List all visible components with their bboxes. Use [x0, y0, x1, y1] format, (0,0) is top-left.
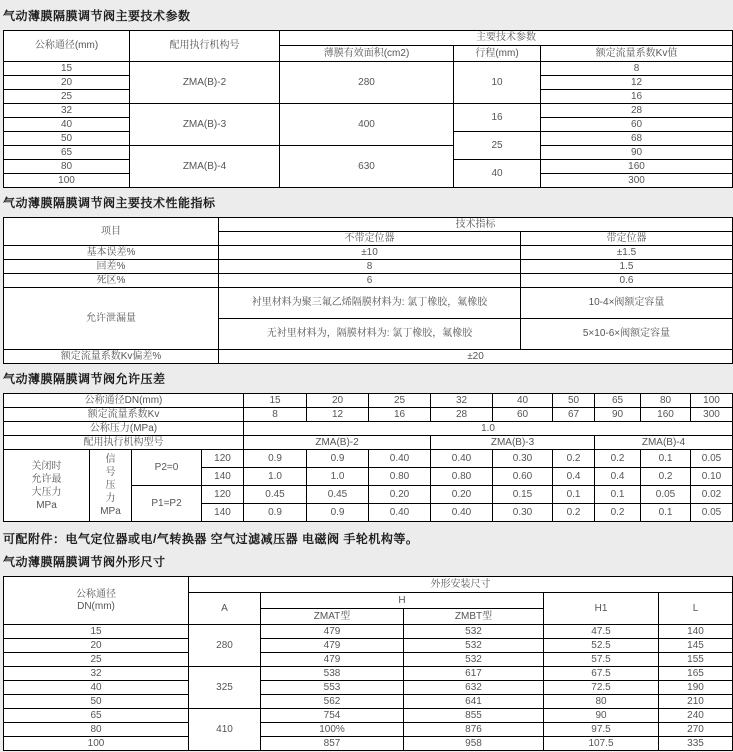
h1-cell: 90: [544, 709, 659, 723]
zmat-cell: 562: [261, 695, 404, 709]
condition-cell: P1=P2: [132, 486, 202, 522]
header-kv: 额定流量系数Kv: [4, 408, 244, 422]
table-row: [4, 639, 733, 653]
value-cell: 0.40: [431, 450, 493, 468]
dn-cell: 100: [4, 737, 189, 751]
a-cell: 280: [189, 625, 261, 667]
h1-cell: 72.5: [544, 681, 659, 695]
leakage-value-cell: 5×10-6×阀额定容量: [521, 319, 733, 350]
value-cell: 0.1: [641, 504, 691, 522]
condition-cell: P2=0: [132, 450, 202, 486]
header-main-params: 主要技术参数: [280, 31, 733, 46]
table-row: [4, 408, 733, 422]
table-row: [4, 104, 733, 118]
header-h: H: [261, 593, 544, 609]
dn-cell: 20: [4, 639, 189, 653]
table-row: [4, 246, 733, 260]
table-row: [4, 260, 733, 274]
h1-cell: 47.5: [544, 625, 659, 639]
value-cell: 0.2: [641, 468, 691, 486]
kv-cell: 12: [307, 408, 369, 422]
dn-cell: 20: [4, 76, 130, 90]
value-cell: 0.6: [521, 274, 733, 288]
dn-cell: 100: [691, 394, 733, 408]
actuator-cell: ZMA(B)-3: [130, 104, 280, 146]
kv-cell: 60: [541, 118, 733, 132]
signal-value-cell: 120: [202, 486, 244, 504]
zmat-cell: 479: [261, 639, 404, 653]
zmat-cell: 479: [261, 653, 404, 667]
kv-cell: 28: [431, 408, 493, 422]
h1-cell: 107.5: [544, 737, 659, 751]
dn-cell: 25: [4, 90, 130, 104]
dn-cell: 50: [4, 695, 189, 709]
table-row: [4, 436, 733, 450]
actuator-cell: ZMA(B)-4: [130, 146, 280, 188]
dn-cell: 80: [641, 394, 691, 408]
value-cell: ±10: [219, 246, 521, 260]
value-cell: 0.4: [595, 468, 641, 486]
value-cell: 0.9: [307, 504, 369, 522]
l-cell: 165: [659, 667, 733, 681]
h1-cell: 80: [544, 695, 659, 709]
section-title-main-parameters: 气动薄膜隔膜调节阀主要技术参数: [3, 9, 191, 23]
table-dimensions: [3, 576, 733, 751]
l-cell: 240: [659, 709, 733, 723]
value-cell: 0.1: [595, 486, 641, 504]
value-cell: 0.30: [493, 450, 553, 468]
dn-cell: 100: [4, 174, 130, 188]
value-cell: 0.2: [553, 504, 595, 522]
zmbt-cell: 632: [404, 681, 544, 695]
value-cell: 0.2: [595, 504, 641, 522]
dn-cell: 65: [595, 394, 641, 408]
signal-value-cell: 120: [202, 450, 244, 468]
dn-cell: 40: [4, 681, 189, 695]
table-row: [4, 625, 733, 639]
item-cell: 死区%: [4, 274, 219, 288]
dn-cell: 40: [4, 118, 130, 132]
kv-cell: 8: [244, 408, 307, 422]
stroke-cell: 40: [454, 160, 541, 188]
value-cell: 0.2: [553, 450, 595, 468]
header-with-positioner: 带定位器: [521, 232, 733, 246]
value-cell: 0.05: [641, 486, 691, 504]
table-row: [4, 681, 733, 695]
table-row: [4, 350, 733, 364]
stroke-cell: 16: [454, 104, 541, 132]
dn-cell: 15: [4, 62, 130, 76]
value-cell: 1.5: [521, 260, 733, 274]
dn-cell: 50: [4, 132, 130, 146]
dn-cell: 65: [4, 146, 130, 160]
value-cell: 1.0: [307, 468, 369, 486]
table-row: [4, 394, 733, 408]
zmbt-cell: 617: [404, 667, 544, 681]
area-cell: 630: [280, 146, 454, 188]
table-row: [4, 62, 733, 76]
header-nominal-pressure: 公称压力(MPa): [4, 422, 244, 436]
value-cell: 0.1: [641, 450, 691, 468]
zmbt-cell: 958: [404, 737, 544, 751]
dn-cell: 32: [4, 667, 189, 681]
table-row: [4, 653, 733, 667]
zmbt-cell: 532: [404, 625, 544, 639]
zmbt-cell: 876: [404, 723, 544, 737]
kv-deviation-value: ±20: [219, 350, 733, 364]
zmat-cell: 754: [261, 709, 404, 723]
header-without-positioner: 不带定位器: [219, 232, 521, 246]
table-row: [4, 695, 733, 709]
value-cell: 1.0: [244, 468, 307, 486]
value-cell: 0.40: [369, 504, 431, 522]
l-cell: 145: [659, 639, 733, 653]
dn-cell: 15: [4, 625, 189, 639]
table-row: [4, 274, 733, 288]
kv-cell: 67: [553, 408, 595, 422]
kv-cell: 28: [541, 104, 733, 118]
dn-cell: 80: [4, 723, 189, 737]
table-row: [4, 422, 733, 436]
value-cell: 0.9: [244, 450, 307, 468]
actuator-cell: ZMA(B)-3: [431, 436, 595, 450]
label-signal-pressure: 信 号 压 力 MPa: [90, 450, 132, 522]
header-zmbt: ZMBT型: [404, 609, 544, 625]
section-title-dimensions: 气动薄膜隔膜调节阀外形尺寸: [3, 555, 166, 569]
value-cell: 0.15: [493, 486, 553, 504]
value-cell: 0.20: [431, 486, 493, 504]
zmbt-cell: 855: [404, 709, 544, 723]
l-cell: 140: [659, 625, 733, 639]
stroke-cell: 25: [454, 132, 541, 160]
value-cell: 0.1: [553, 486, 595, 504]
actuator-cell: ZMA(B)-2: [130, 62, 280, 104]
header-actuator-model: 配用执行机构型号: [4, 436, 244, 450]
actuator-cell: ZMA(B)-2: [244, 436, 431, 450]
l-cell: 270: [659, 723, 733, 737]
header-kv: 额定流量系数Kv值: [541, 46, 733, 62]
value-cell: 6: [219, 274, 521, 288]
leakage-condition-cell: 衬里材料为聚三氟乙烯隔膜材料为: 氯丁橡胶，氟橡胶: [219, 288, 521, 319]
table-row: [4, 450, 733, 468]
l-cell: 335: [659, 737, 733, 751]
header-install-dims: 外形安装尺寸: [189, 577, 733, 593]
header-stroke: 行程(mm): [454, 46, 541, 62]
kv-cell: 90: [541, 146, 733, 160]
value-cell: 0.2: [595, 450, 641, 468]
table-row: [4, 667, 733, 681]
value-cell: 0.05: [691, 450, 733, 468]
zmbt-cell: 641: [404, 695, 544, 709]
table-row: [4, 709, 733, 723]
value-cell: 0.05: [691, 504, 733, 522]
a-cell: 410: [189, 709, 261, 751]
l-cell: 155: [659, 653, 733, 667]
value-cell: 0.80: [431, 468, 493, 486]
table-row: [4, 288, 733, 319]
value-cell: 0.4: [553, 468, 595, 486]
kv-cell: 12: [541, 76, 733, 90]
l-cell: 190: [659, 681, 733, 695]
header-tech-index: 技术指标: [219, 218, 733, 232]
kv-cell: 16: [541, 90, 733, 104]
dn-cell: 20: [307, 394, 369, 408]
value-cell: 0.9: [307, 450, 369, 468]
zmat-cell: 538: [261, 667, 404, 681]
value-cell: 0.80: [369, 468, 431, 486]
area-cell: 400: [280, 104, 454, 146]
signal-value-cell: 140: [202, 504, 244, 522]
zmbt-cell: 532: [404, 653, 544, 667]
value-cell: 0.30: [493, 504, 553, 522]
kv-cell: 160: [641, 408, 691, 422]
value-cell: 0.20: [369, 486, 431, 504]
signal-value-cell: 140: [202, 468, 244, 486]
table-performance: [3, 217, 733, 364]
value-cell: 0.40: [431, 504, 493, 522]
zmat-cell: 553: [261, 681, 404, 695]
header-dn: 公称通径 DN(mm): [4, 577, 189, 625]
value-cell: 0.9: [244, 504, 307, 522]
dn-cell: 50: [553, 394, 595, 408]
dn-cell: 65: [4, 709, 189, 723]
dn-cell: 15: [244, 394, 307, 408]
value-cell: 0.45: [244, 486, 307, 504]
item-cell: 回差%: [4, 260, 219, 274]
value-cell: 0.10: [691, 468, 733, 486]
section-title-performance: 气动薄膜隔膜调节阀主要技术性能指标: [3, 196, 216, 210]
value-cell: 0.60: [493, 468, 553, 486]
kv-cell: 16: [369, 408, 431, 422]
dn-cell: 32: [431, 394, 493, 408]
h1-cell: 57.5: [544, 653, 659, 667]
dn-cell: 25: [369, 394, 431, 408]
zmat-cell: 857: [261, 737, 404, 751]
area-cell: 280: [280, 62, 454, 104]
header-diaphragm-area: 薄膜有效面积(cm2): [280, 46, 454, 62]
value-cell: 0.02: [691, 486, 733, 504]
header-l: L: [659, 593, 733, 625]
value-cell: 0.40: [369, 450, 431, 468]
kv-cell: 90: [595, 408, 641, 422]
table-row: [4, 723, 733, 737]
header-dn: 公称通径DN(mm): [4, 394, 244, 408]
actuator-cell: ZMA(B)-4: [595, 436, 733, 450]
zmat-cell: 100%: [261, 723, 404, 737]
l-cell: 210: [659, 695, 733, 709]
kv-cell: 60: [493, 408, 553, 422]
h1-cell: 52.5: [544, 639, 659, 653]
header-h1: H1: [544, 593, 659, 625]
leakage-condition-cell: 无衬里材料为，隔膜材料为: 氯丁橡胶，氟橡胶: [219, 319, 521, 350]
header-actuator: 配用执行机构号: [130, 31, 280, 62]
h1-cell: 97.5: [544, 723, 659, 737]
zmat-cell: 479: [261, 625, 404, 639]
kv-cell: 300: [541, 174, 733, 188]
kv-cell: 8: [541, 62, 733, 76]
kv-cell: 68: [541, 132, 733, 146]
header-dn: 公称通径(mm): [4, 31, 130, 62]
value-cell: 0.45: [307, 486, 369, 504]
kv-cell: 160: [541, 160, 733, 174]
table-pressure-diff: [3, 393, 733, 522]
table-main-parameters: [3, 30, 733, 188]
dn-cell: 40: [493, 394, 553, 408]
nominal-pressure-value: 1.0: [244, 422, 733, 436]
value-cell: ±1.5: [521, 246, 733, 260]
section-title-pressure-diff: 气动薄膜隔膜调节阀允许压差: [3, 372, 166, 386]
kv-cell: 300: [691, 408, 733, 422]
value-cell: 8: [219, 260, 521, 274]
item-cell-leakage: 允许泄漏量: [4, 288, 219, 350]
leakage-value-cell: 10-4×阀额定容量: [521, 288, 733, 319]
dn-cell: 25: [4, 653, 189, 667]
label-close-max-pressure: 关闭时 允许最 大压力 MPa: [4, 450, 90, 522]
header-a: A: [189, 593, 261, 625]
item-cell-kv-deviation: 额定流量系数Kv偏差%: [4, 350, 219, 364]
h1-cell: 67.5: [544, 667, 659, 681]
table-row: [4, 737, 733, 751]
header-zmat: ZMAT型: [261, 609, 404, 625]
a-cell: 325: [189, 667, 261, 709]
accessories-note: 可配附件：电气定位器或电/气转换器 空气过滤减压器 电磁阀 手轮机构等。: [3, 532, 419, 546]
dn-cell: 32: [4, 104, 130, 118]
stroke-cell: 10: [454, 62, 541, 104]
table-row: [4, 146, 733, 160]
item-cell: 基本误差%: [4, 246, 219, 260]
header-item: 项目: [4, 218, 219, 246]
dn-cell: 80: [4, 160, 130, 174]
zmbt-cell: 532: [404, 639, 544, 653]
